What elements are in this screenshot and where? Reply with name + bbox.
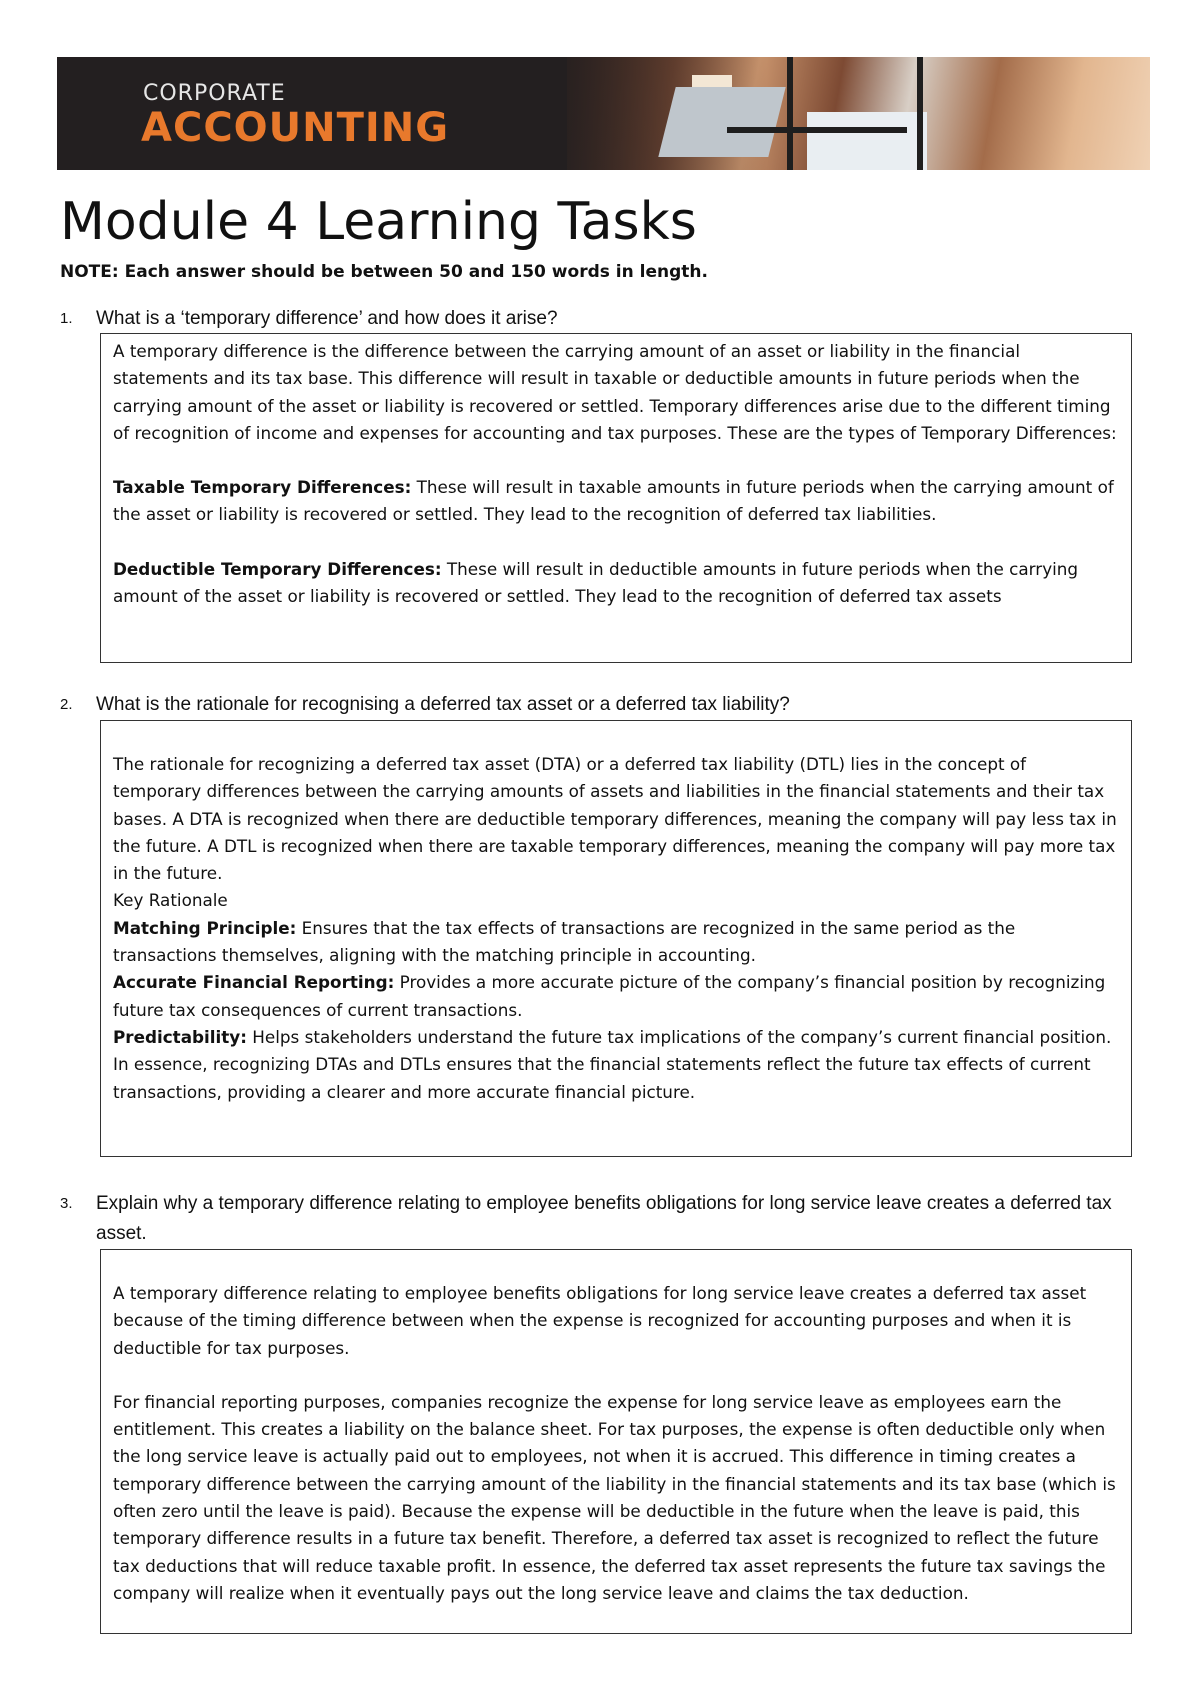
key-rationale-heading: Key Rationale <box>113 890 228 911</box>
answer-paragraph <box>113 915 1119 970</box>
answer-box-1 <box>100 333 1132 663</box>
banner-photo <box>567 57 1150 170</box>
answer-paragraph <box>113 1024 1119 1051</box>
term-label: Predictability: <box>113 1026 247 1047</box>
answer-box-2 <box>100 720 1132 1157</box>
laptop-image <box>658 87 785 157</box>
answer-paragraph: A temporary difference relating to employee benefits obligations for long service leave creates a deferred tax asset because of the timing difference between when the expense is recognized for accounting purposes and when it is deductible for tax purposes. <box>113 1283 1087 1358</box>
answer-paragraph <box>113 474 1119 529</box>
term-label: Deductible Temporary Differences: <box>113 558 442 579</box>
question-text: What is a ‘temporary difference’ and how does it arise? <box>96 308 558 329</box>
header-banner <box>57 57 1150 170</box>
term-label: Matching Principle: <box>113 917 297 938</box>
brand-top: CORPORATE <box>143 81 286 106</box>
answer-paragraph <box>113 556 1119 611</box>
term-text: Ensures that the tax effects of transactions are recognized in the same period as the transactions themselves, aligning with the matching principle in accounting. <box>113 917 1016 966</box>
answer-paragraph: For financial reporting purposes, companies recognize the expense for long service leave as employees earn the entitlement. This creates a liability on the balance sheet. For tax purposes, the expense is often deductible only when the long service leave is actually paid out to employees, not when it is accrued. This difference in timing creates a temporary difference between the carrying amount of the liability in the financial statements and its tax base (which is often zero until the leave is paid). Because the expense will be deductible in the future when the leave is paid, this temporary difference results in a future tax benefit. Therefore, a deferred tax asset is recognized to reflect the future tax deductions that will reduce taxable profit. In essence, the deferred tax asset represents the future tax savings the company will realize when it eventually pays out the long service leave and claims the tax deduction. <box>113 1391 1116 1603</box>
question-3 <box>60 1189 1160 1249</box>
brand-bottom: ACCOUNTING <box>141 105 450 151</box>
question-text: What is the rationale for recognising a deferred tax asset or a deferred tax liability? <box>96 694 790 715</box>
question-1 <box>60 304 1160 334</box>
answer-paragraph <box>113 969 1119 1024</box>
term-text: These will result in taxable amounts in future periods when the carrying amount of the asset or liability is recovered or settled. They lead to the recognition of deferred tax liabilities. <box>113 477 1114 525</box>
question-number: 3. <box>60 1195 73 1212</box>
page-title: Module 4 Learning Tasks <box>60 192 697 252</box>
question-number: 2. <box>60 696 73 713</box>
answer-intro: The rationale for recognizing a deferred tax asset (DTA) or a deferred tax liability (DTL) lies in the concept of temporary differences between the carrying amounts of assets and liabilities in the financial statements and their tax bases. A DTA is recognized when there are deductible temporary differences, meaning the company will pay less tax in the future. A DTL is recognized when there are taxable temporary differences, meaning the company will pay more tax in the future. <box>113 754 1117 884</box>
answer-closing: In essence, recognizing DTAs and DTLs ensures that the financial statements reflect the future tax effects of current transactions, providing a clearer and more accurate financial picture. <box>113 1054 1091 1102</box>
paper-image <box>807 112 927 170</box>
question-2 <box>60 690 1160 720</box>
term-label: Accurate Financial Reporting: <box>113 972 395 993</box>
term-text: Helps stakeholders understand the future tax implications of the company’s current financial position. <box>246 1026 1112 1047</box>
term-text: Provides a more accurate picture of the company’s financial position by recognizing future tax consequences of current transactions. <box>113 972 1106 1020</box>
answer-box-3 <box>100 1249 1132 1634</box>
term-label: Taxable Temporary Differences: <box>113 477 412 498</box>
term-text: These will result in deductible amounts in future periods when the carrying amount of the asset or liability is recovered or settled. They lead to the recognition of deferred tax assets <box>113 558 1079 607</box>
answer-intro: A temporary difference is the difference between the carrying amount of an asset or liability in the financial statements and its tax base. This difference will result in taxable or deductible amounts in future periods when the carrying amount of the asset or liability is recovered or settled. Temporary differences arise due to the different timing of recognition of income and expenses for accounting and tax purposes. These are the types of Temporary Differences: <box>113 341 1117 443</box>
question-text: Explain why a temporary difference relating to employee benefits obligations for long service leave creates a deferred tax asset. <box>96 1193 1112 1244</box>
word-count-note: NOTE: Each answer should be between 50 and 150 words in length. <box>60 262 708 282</box>
question-number: 1. <box>60 310 73 327</box>
